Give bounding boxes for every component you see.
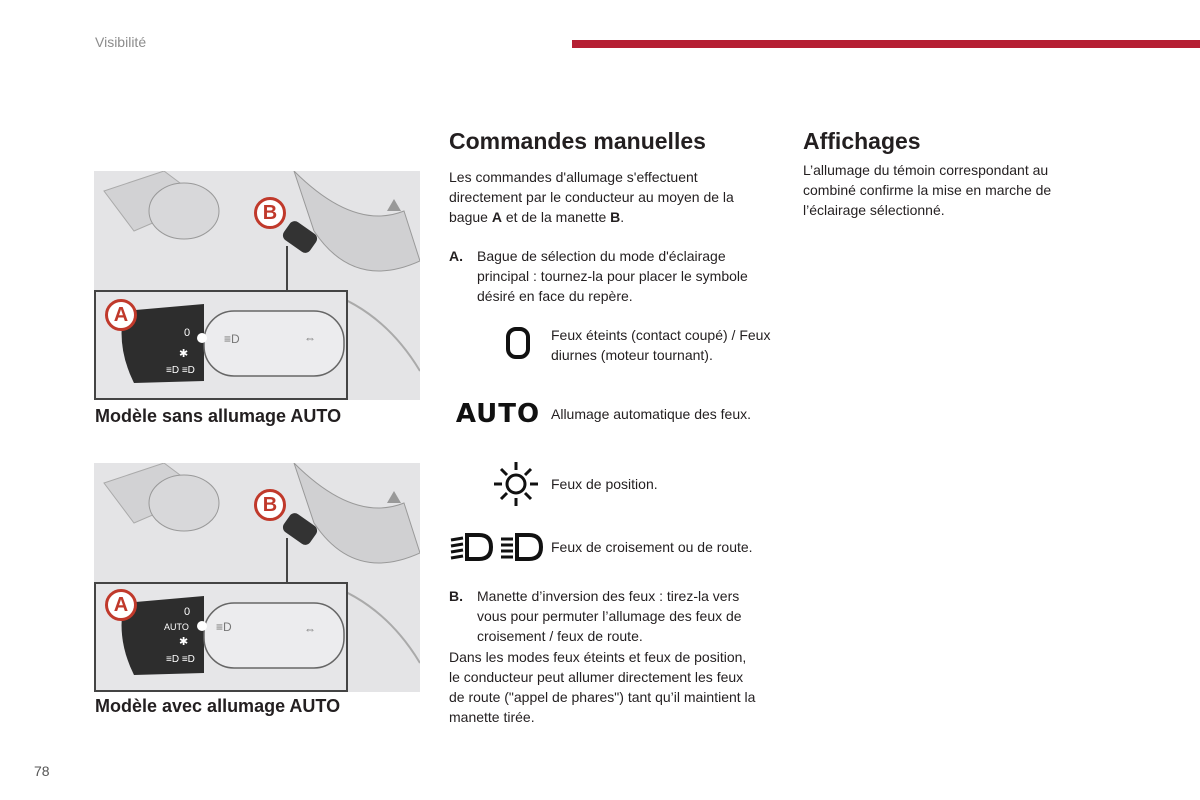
stalk-illustration-manual [94,171,420,400]
figure-caption: Modèle sans allumage AUTO [95,406,342,426]
mode-text: Feux de position. [551,476,658,492]
svg-text:0: 0 [184,327,191,339]
svg-text:⇔: ⇔ [304,622,316,636]
item-a-text: Bague de sélection du mode d'éclairage principal : tournez-la pour placer le symbole désiré en face du repère. [477,248,748,304]
intro-paragraph [449,167,769,227]
figure-caption: Modèle avec allumage AUTO [95,696,341,716]
svg-text:AUTO: AUTO [164,622,189,632]
ring-letter: A [491,209,502,225]
auto-icon-text: AUTO [455,399,541,429]
svg-text:≡D ≡D: ≡D ≡D [166,654,195,665]
svg-text:≡D: ≡D [224,332,240,346]
mode-text: Allumage automatique des feux. [551,406,752,422]
dipped-main-beam-icon [449,531,545,563]
item-b [449,586,771,646]
page-number: 78 [34,763,50,779]
intro-text: Les commandes d'allumage s'effectuent directement par le conducteur au moyen de la bague [449,169,734,225]
affichages-paragraph: L’allumage du témoin correspondant au combiné confirme la mise en marche de l’éclairage sélectionné. [803,162,1052,218]
auto-lighting-icon [450,398,546,430]
item-b-text: Manette d’inversion des feux : tirez-la vers vous pour permuter l’allumage des feux de croisement / feux de route. [477,588,742,644]
heading-commandes-manuelles: Commandes manuelles [449,128,706,154]
item-a [449,246,771,306]
item-a-letter: A. [449,248,463,264]
svg-text:≡D ≡D: ≡D ≡D [166,365,195,376]
callout-a-badge: A [105,299,137,331]
callout-a-badge: A [105,589,137,621]
svg-text:≡D: ≡D [216,620,232,634]
stalk-letter: B [610,209,621,225]
section-label: Visibilité [95,34,147,50]
lights-off-icon [498,323,538,363]
item-b-letter: B. [449,588,463,604]
svg-text:0: 0 [184,606,191,618]
header-accent-bar [572,40,1200,48]
intro-text: . [620,209,625,225]
mode-text: Feux de croisement ou de route. [551,539,753,555]
mode-text: Feux éteints (contact coupé) / Feux diurnes (moteur tournant). [551,327,771,363]
sidelights-icon [488,456,544,512]
callout-b-badge: B [254,197,286,229]
callout-b-badge: B [254,489,286,521]
intro-text: et de la manette [501,209,611,225]
stalk-illustration-auto [94,463,420,692]
heading-affichages: Affichages [803,128,921,154]
svg-text:⇔: ⇔ [304,331,316,345]
outro-paragraph: Dans les modes feux éteints et feux de position, le conducteur peut allumer directement les feux de route ("appel de phares") tant qu’il maintient la manette tirée. [449,649,756,725]
svg-text:✱: ✱ [179,348,189,360]
svg-text:✱: ✱ [179,636,189,648]
